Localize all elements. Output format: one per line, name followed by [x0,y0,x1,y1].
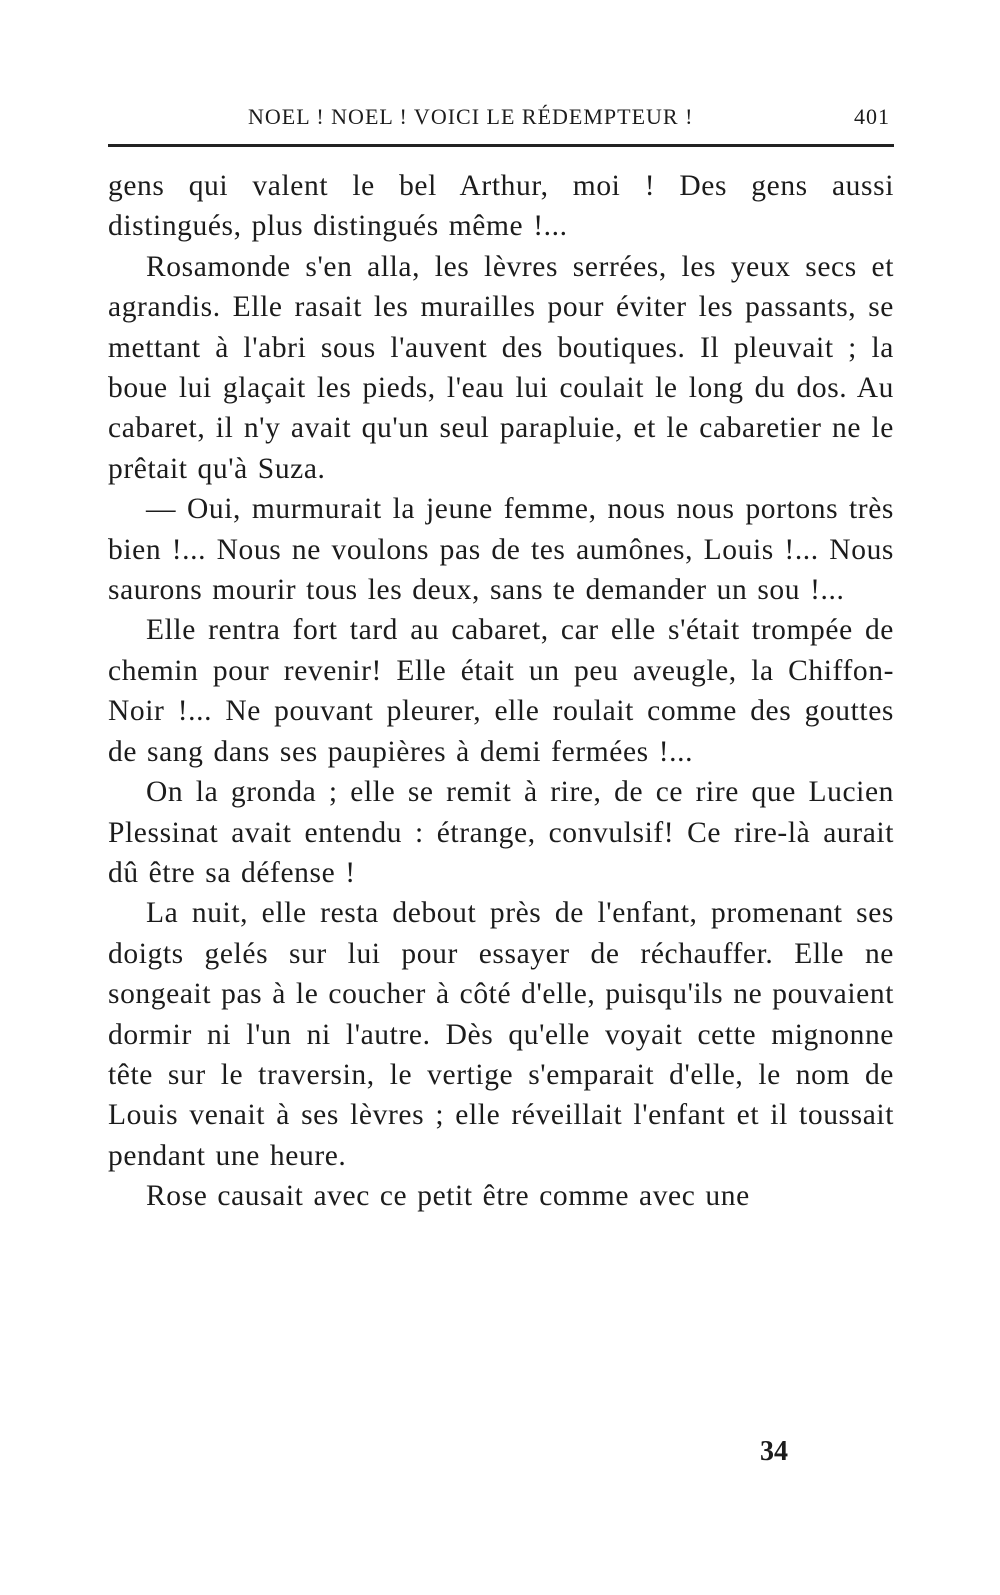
paragraph: La nuit, elle resta debout près de l'enfant, promenant ses doigts gelés sur lui pour essayer de réchauffer. Elle ne songeait pas à le coucher à côté d'elle, puisqu'ils ne pouvaient dormir ni l'un ni l'autre. Dès qu'elle voyait cette mignonne tête sur le traversin, le vertige s'emparait d'elle, le nom de Louis venait à ses lèvres ; elle réveillait l'enfant et il toussait pendant une heure. [108,897,894,1172]
paragraph: — Oui, murmurait la jeune femme, nous nous portons très bien !... Nous ne voulons pas de tes aumônes, Louis !... Nous saurons mourir tous les deux, sans te demander un sou !... [108,493,894,607]
paragraph: Elle rentra fort tard au cabaret, car elle s'était trompée de chemin pour revenir! Elle était un peu aveugle, la Chiffon-Noir !... Ne pouvant pleurer, elle roulait comme des gouttes de sang dans ses paupières à demi fermées !... [108,614,894,768]
paragraph: Rosamonde s'en alla, les lèvres serrées, les yeux secs et agrandis. Elle rasait les murailles pour éviter les passants, se mettant à l'abri sous l'auvent des boutiques. Il pleuvait ; la boue lui glaçait les pieds, l'eau lui coulait le long du dos. Au cabaret, il n'y avait qu'un seul parapluie, et le cabaretier ne le prêtait qu'à Suza. [108,250,894,485]
paragraph: gens qui valent le bel Arthur, moi ! Des gens aussi distingués, plus distingués même !... [108,170,894,243]
signature-mark: 34 [760,1436,788,1467]
body-text [108,166,894,1217]
header-rule [108,144,894,147]
running-header [108,100,896,134]
paragraph: On la gronda ; elle se remit à rire, de ce rire que Lucien Plessinat avait entendu : étrange, convulsif! Ce rire-là aurait dû être sa défense ! [108,776,894,889]
running-title: NOEL ! NOEL ! VOICI LE RÉDEMPTEUR ! [248,104,694,129]
page-number: 401 [854,104,890,129]
paragraph: Rose causait avec ce petit être comme avec une [146,1180,750,1213]
